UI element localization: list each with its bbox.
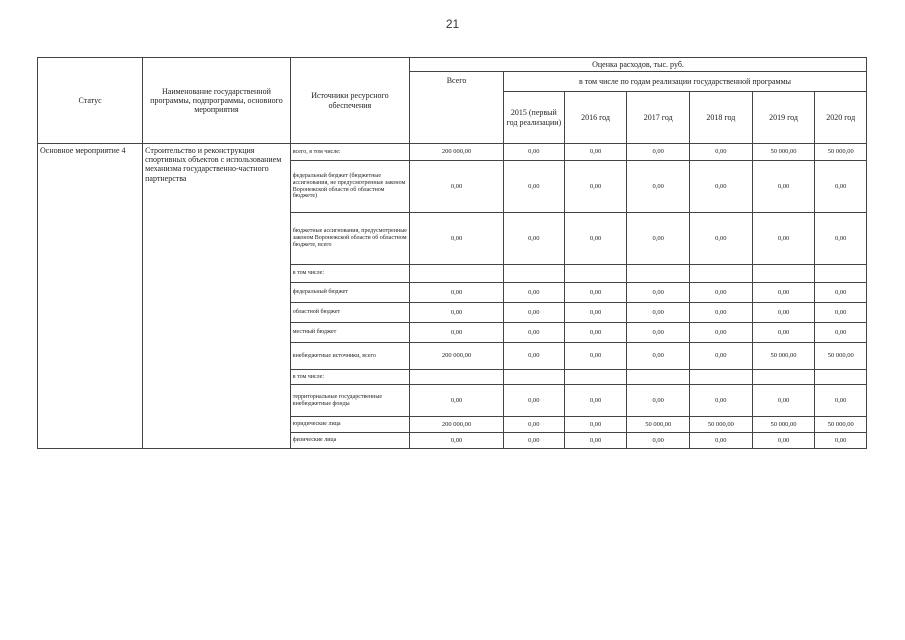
source-cell: юридические лица: [290, 417, 409, 433]
total-value-cell: 0,00: [410, 161, 504, 213]
source-cell: в том числе:: [290, 265, 409, 283]
year-value-cell: 0,00: [752, 283, 815, 303]
year-value-cell: 0,00: [504, 213, 565, 265]
year-value-cell: 0,00: [690, 144, 753, 161]
year-value-cell: 50 000,00: [815, 144, 867, 161]
year-value-cell: 50 000,00: [752, 417, 815, 433]
year-value-cell: 0,00: [627, 323, 690, 343]
source-cell: физические лица: [290, 433, 409, 449]
year-value-cell: 0,00: [815, 283, 867, 303]
year-value-cell: 0,00: [504, 433, 565, 449]
source-cell: бюджетные ассигнования, предусмотренные законом Воронежской области об областном бюджете, всего: [290, 213, 409, 265]
year-value-cell: 50 000,00: [690, 417, 753, 433]
header-total: Всего: [410, 72, 504, 144]
source-cell: внебюджетные источники, всего: [290, 343, 409, 370]
year-value-cell: 50 000,00: [752, 144, 815, 161]
source-cell: федеральный бюджет: [290, 283, 409, 303]
year-value-cell: 0,00: [564, 433, 627, 449]
year-value-cell: 0,00: [564, 144, 627, 161]
year-value-cell: 0,00: [564, 213, 627, 265]
year-value-cell: 0,00: [690, 385, 753, 417]
total-value-cell: 0,00: [410, 385, 504, 417]
total-value-cell: 200 000,00: [410, 343, 504, 370]
year-value-cell: 0,00: [690, 283, 753, 303]
year-value-cell: [564, 265, 627, 283]
header-year: 2016 год: [564, 92, 627, 144]
year-value-cell: 0,00: [690, 343, 753, 370]
year-value-cell: 0,00: [504, 161, 565, 213]
header-by-years: в том числе по годам реализации государственной программы: [504, 72, 867, 92]
year-value-cell: 0,00: [504, 385, 565, 417]
total-value-cell: [410, 265, 504, 283]
year-value-cell: 0,00: [752, 385, 815, 417]
year-value-cell: 0,00: [690, 161, 753, 213]
year-value-cell: [627, 265, 690, 283]
year-value-cell: 0,00: [627, 343, 690, 370]
year-value-cell: 0,00: [815, 161, 867, 213]
header-year: 2018 год: [690, 92, 753, 144]
header-program-name: Наименование государственной программы, подпрограммы, основного мероприятия: [143, 58, 291, 144]
year-value-cell: 0,00: [504, 343, 565, 370]
year-value-cell: 0,00: [627, 385, 690, 417]
header-sources: Источники ресурсного обеспечения: [290, 58, 409, 144]
total-value-cell: 0,00: [410, 323, 504, 343]
total-value-cell: 200 000,00: [410, 417, 504, 433]
year-value-cell: 50 000,00: [627, 417, 690, 433]
year-value-cell: 0,00: [752, 433, 815, 449]
page-number: 21: [445, 17, 460, 31]
year-value-cell: 50 000,00: [752, 343, 815, 370]
status-cell: Основное мероприятие 4: [38, 144, 143, 449]
year-value-cell: 0,00: [815, 433, 867, 449]
total-value-cell: 200 000,00: [410, 144, 504, 161]
resource-table: [37, 57, 867, 449]
total-value-cell: 0,00: [410, 213, 504, 265]
table-row: [38, 144, 867, 161]
year-value-cell: 0,00: [627, 144, 690, 161]
year-value-cell: 0,00: [504, 417, 565, 433]
year-value-cell: 0,00: [752, 303, 815, 323]
year-value-cell: [627, 370, 690, 385]
year-value-cell: 0,00: [627, 161, 690, 213]
year-value-cell: 0,00: [752, 161, 815, 213]
year-value-cell: 0,00: [564, 343, 627, 370]
year-value-cell: 0,00: [815, 323, 867, 343]
year-value-cell: [504, 370, 565, 385]
header-year: 2020 год: [815, 92, 867, 144]
year-value-cell: 50 000,00: [815, 343, 867, 370]
year-value-cell: 0,00: [690, 323, 753, 343]
source-cell: территориальные государственные внебюджетные фонды: [290, 385, 409, 417]
source-cell: местный бюджет: [290, 323, 409, 343]
header-year: 2015 (первый год реализации): [504, 92, 565, 144]
header-estimate: Оценка расходов, тыс. руб.: [410, 58, 867, 72]
year-value-cell: 0,00: [627, 433, 690, 449]
source-cell: в том числе:: [290, 370, 409, 385]
year-value-cell: 0,00: [504, 283, 565, 303]
year-value-cell: [815, 265, 867, 283]
year-value-cell: [504, 265, 565, 283]
year-value-cell: [752, 265, 815, 283]
year-value-cell: 0,00: [564, 385, 627, 417]
year-value-cell: 0,00: [815, 385, 867, 417]
total-value-cell: 0,00: [410, 283, 504, 303]
header-status: Статус: [38, 58, 143, 144]
year-value-cell: 0,00: [504, 303, 565, 323]
year-value-cell: [690, 265, 753, 283]
source-cell: всего, в том числе:: [290, 144, 409, 161]
total-value-cell: [410, 370, 504, 385]
year-value-cell: [752, 370, 815, 385]
year-value-cell: 50 000,00: [815, 417, 867, 433]
program-name-cell: Строительство и реконструкция спортивных объектов с использованием механизма государственно-частного партнерства: [143, 144, 291, 449]
year-value-cell: [690, 370, 753, 385]
header-year: 2019 год: [752, 92, 815, 144]
year-value-cell: 0,00: [627, 283, 690, 303]
year-value-cell: 0,00: [690, 433, 753, 449]
year-value-cell: [815, 370, 867, 385]
source-cell: федеральный бюджет (бюджетные ассигнования, не предусмотренные законом Воронежской области об областном бюджете): [290, 161, 409, 213]
total-value-cell: 0,00: [410, 303, 504, 323]
total-value-cell: 0,00: [410, 433, 504, 449]
year-value-cell: 0,00: [815, 213, 867, 265]
year-value-cell: 0,00: [627, 303, 690, 323]
year-value-cell: 0,00: [752, 213, 815, 265]
year-value-cell: 0,00: [752, 323, 815, 343]
year-value-cell: 0,00: [564, 161, 627, 213]
year-value-cell: 0,00: [504, 144, 565, 161]
year-value-cell: 0,00: [564, 303, 627, 323]
year-value-cell: 0,00: [564, 417, 627, 433]
year-value-cell: 0,00: [815, 303, 867, 323]
year-value-cell: 0,00: [690, 213, 753, 265]
year-value-cell: [564, 370, 627, 385]
source-cell: областной бюджет: [290, 303, 409, 323]
year-value-cell: 0,00: [564, 283, 627, 303]
year-value-cell: 0,00: [690, 303, 753, 323]
year-value-cell: 0,00: [627, 213, 690, 265]
year-value-cell: 0,00: [504, 323, 565, 343]
year-value-cell: 0,00: [564, 323, 627, 343]
header-year: 2017 год: [627, 92, 690, 144]
